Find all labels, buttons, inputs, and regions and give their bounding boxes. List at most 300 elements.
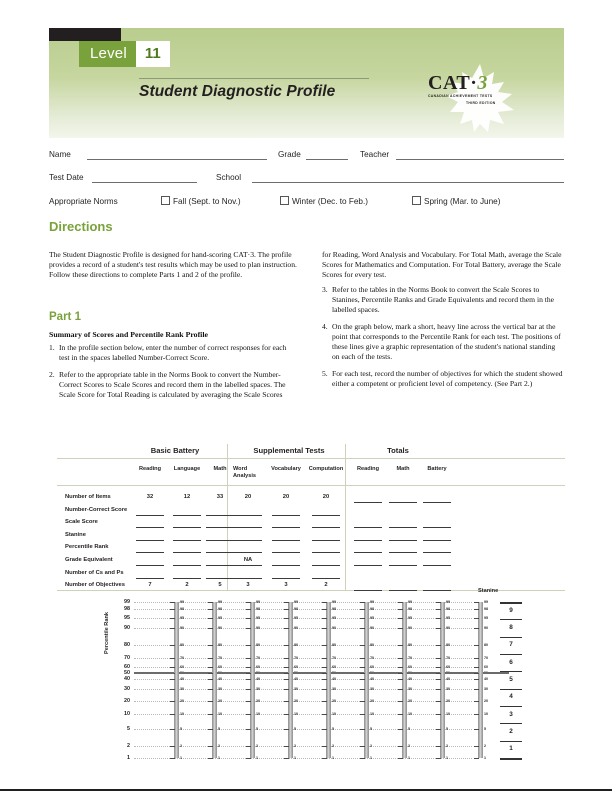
group-header-supplemental: Supplemental Tests xyxy=(253,446,325,455)
bar-tick-label: 98 xyxy=(446,607,450,612)
bar-tick xyxy=(360,679,365,680)
bar-tick xyxy=(360,609,365,610)
bar-tick xyxy=(474,602,479,603)
row-label: Number-Correct Score xyxy=(65,506,128,513)
bar-tick-label: 2 xyxy=(180,744,182,749)
score-blank-field[interactable] xyxy=(272,552,300,553)
percentile-bar[interactable] xyxy=(478,602,483,758)
bar-tick-label: 80 xyxy=(332,642,336,647)
bar-tick-label: 60 xyxy=(370,664,374,669)
logo-subtitle-1: CANADIAN ACHIEVEMENT TESTS xyxy=(428,94,493,98)
score-blank-field[interactable] xyxy=(173,515,201,516)
bar-tick xyxy=(208,701,213,702)
y-axis-tick: 80 xyxy=(124,641,130,648)
bar-tick xyxy=(246,667,251,668)
row-label: Number of Items xyxy=(65,494,111,500)
directions-intro-column xyxy=(49,250,297,285)
score-blank-field[interactable] xyxy=(206,578,234,579)
score-blank-field[interactable] xyxy=(389,590,417,591)
score-blank-field[interactable] xyxy=(354,527,382,528)
bar-tick-label: 90 xyxy=(332,625,336,630)
column-header-computation: Computation xyxy=(308,466,344,472)
score-blank-field[interactable] xyxy=(206,515,234,516)
step-number: 2. xyxy=(49,370,55,380)
title-divider xyxy=(139,78,369,79)
norms-label: Appropriate Norms xyxy=(49,197,118,206)
directions-right-column xyxy=(322,250,564,389)
bar-tick xyxy=(170,618,175,619)
bar-tick xyxy=(360,667,365,668)
stanine-label: 5 xyxy=(509,676,513,683)
score-blank-field[interactable] xyxy=(312,515,340,516)
score-blank-field[interactable] xyxy=(389,552,417,553)
bar-tick-label: 98 xyxy=(218,607,222,612)
directions-continued: for Reading, Word Analysis and Vocabulary. For Total Math, average the Scale Scores for Mathematics and Computation. For Total Battery, average the Scale Scores for every test. xyxy=(322,250,562,280)
bar-tick-label: 95 xyxy=(256,616,260,621)
bar-tick xyxy=(322,714,327,715)
chart-y-axis-label: Percentile Rank xyxy=(104,612,110,654)
score-blank-field[interactable] xyxy=(206,565,234,566)
bar-tick-label: 10 xyxy=(484,711,488,716)
score-cell: 20 xyxy=(244,494,252,500)
bar-tick-label: 70 xyxy=(332,655,336,660)
bar-tick-label: 1 xyxy=(484,756,486,760)
bar-tick-label: 80 xyxy=(180,642,184,647)
bar-tick xyxy=(284,746,289,747)
score-blank-field[interactable] xyxy=(136,578,164,579)
percentile-bar[interactable] xyxy=(440,602,445,758)
column-header-math: Math xyxy=(213,466,227,472)
median-line xyxy=(134,672,174,674)
bar-tick-label: 5 xyxy=(332,726,334,731)
bar-tick-label: 90 xyxy=(370,625,374,630)
bar-tick-label: 95 xyxy=(332,616,336,621)
bar-tick-label: 30 xyxy=(484,686,488,691)
stanine-label: 9 xyxy=(509,606,513,614)
directions-intro: The Student Diagnostic Profile is designed for hand-scoring CAT·3. The profile provides a record of a student's test results which may be used to plan instruction. Follow these directions to complete Parts 1 and 2 of the profile. xyxy=(49,250,297,280)
bar-tick xyxy=(474,689,479,690)
gridline xyxy=(134,726,472,731)
column-header-vocabulary: Vocabulary xyxy=(271,466,301,472)
bar-tick-label: 98 xyxy=(180,607,184,612)
stanine-label: 4 xyxy=(509,693,513,701)
step-number: 1. xyxy=(49,343,55,353)
row-label: Stanine xyxy=(65,531,86,538)
gridline xyxy=(134,609,472,611)
bar-tick xyxy=(436,679,441,680)
score-blank-field[interactable] xyxy=(354,590,382,591)
bar-tick xyxy=(170,689,175,690)
part1-subheading: Summary of Scores and Percentile Rank Profile xyxy=(49,330,208,339)
bar-tick xyxy=(170,679,175,680)
school-input[interactable] xyxy=(252,182,564,183)
row-label: Scale Score xyxy=(65,519,98,526)
bar-tick-label: 80 xyxy=(370,642,374,647)
bar-tick xyxy=(436,689,441,690)
y-axis-tick: 98 xyxy=(124,606,130,613)
bar-tick-label: 80 xyxy=(484,642,488,647)
stanine-divider xyxy=(500,723,522,724)
score-blank-field[interactable] xyxy=(206,552,234,553)
direction-step xyxy=(322,369,564,389)
norms-option-winter: Winter (Dec. to Feb.) xyxy=(292,197,368,206)
score-blank-field[interactable] xyxy=(173,540,201,541)
bar-tick-label: 10 xyxy=(408,711,412,716)
gridline xyxy=(134,698,472,703)
score-blank-field[interactable] xyxy=(354,565,382,566)
stanine-divider xyxy=(500,637,522,638)
score-cell: 33 xyxy=(216,494,224,500)
score-blank-field[interactable] xyxy=(272,578,300,579)
score-blank-field[interactable] xyxy=(423,552,451,553)
bar-tick xyxy=(360,673,365,674)
bar-tick-label: 2 xyxy=(408,744,410,749)
bar-tick-label: 1 xyxy=(218,756,220,760)
score-blank-field[interactable] xyxy=(206,527,234,528)
score-blank-field[interactable] xyxy=(312,540,340,541)
score-blank-field[interactable] xyxy=(136,565,164,566)
group-header-totals: Totals xyxy=(387,446,409,455)
gridline xyxy=(134,711,472,716)
bar-tick xyxy=(246,658,251,659)
column-header-reading: Reading xyxy=(138,466,162,472)
bar-tick-label: 99 xyxy=(218,600,222,604)
bar-tick xyxy=(474,667,479,668)
bar-tick-label: 40 xyxy=(484,676,488,681)
logo-main: CAT xyxy=(428,72,471,94)
stanine-divider xyxy=(500,602,522,604)
score-blank-field[interactable] xyxy=(173,565,201,566)
score-blank-field[interactable] xyxy=(389,502,417,503)
bar-tick-label: 98 xyxy=(484,607,488,612)
score-cell: 3 xyxy=(246,582,250,589)
score-cell: 12 xyxy=(183,494,191,500)
bar-tick xyxy=(474,729,479,730)
bar-tick-label: 60 xyxy=(408,664,412,669)
checkbox-fall[interactable] xyxy=(161,196,170,205)
score-blank-field[interactable] xyxy=(173,527,201,528)
score-blank-field[interactable] xyxy=(136,552,164,553)
percentile-bar[interactable] xyxy=(250,602,255,758)
checkbox-winter[interactable] xyxy=(280,196,289,205)
percentile-bar[interactable] xyxy=(174,602,179,758)
score-blank-field[interactable] xyxy=(312,527,340,528)
bar-tick xyxy=(246,729,251,730)
percentile-bar[interactable] xyxy=(364,602,369,758)
stanine-divider xyxy=(500,741,522,742)
bar-tick xyxy=(246,618,251,619)
bar-tick xyxy=(246,758,251,759)
score-blank-field[interactable] xyxy=(312,565,340,566)
bar-tick xyxy=(246,673,251,674)
score-blank-field[interactable] xyxy=(234,515,262,516)
bar-tick xyxy=(398,673,403,674)
bar-tick-label: 70 xyxy=(294,655,298,660)
bar-tick xyxy=(170,628,175,629)
bar-tick-label: 95 xyxy=(218,616,222,621)
bar-tick xyxy=(398,729,403,730)
test-date-input[interactable] xyxy=(92,182,197,183)
percentile-rank-chart xyxy=(104,588,568,766)
step-text: Refer to the tables in the Norms Book to convert the Scale Scores to Stanines, Percentile Ranks and Grade Equivalents and record them in the labelled spaces. xyxy=(332,285,555,315)
score-cell: 2 xyxy=(324,582,328,589)
bar-tick xyxy=(246,645,251,646)
bar-tick-label: 60 xyxy=(180,664,184,669)
y-axis-tick: 99 xyxy=(124,599,130,605)
bar-tick-label: 30 xyxy=(408,686,412,691)
y-axis-tick: 1 xyxy=(127,755,130,761)
bar-tick xyxy=(170,701,175,702)
score-cell: 20 xyxy=(282,494,290,500)
bar-tick xyxy=(436,758,441,759)
score-blank-field[interactable] xyxy=(423,540,451,541)
bar-tick xyxy=(170,602,175,603)
bar-tick-label: 95 xyxy=(180,616,184,621)
stanine-label: 6 xyxy=(509,658,513,666)
score-cell: 20 xyxy=(322,494,330,500)
bar-tick-label: 30 xyxy=(294,686,298,691)
score-blank-field[interactable] xyxy=(173,552,201,553)
bar-tick xyxy=(398,679,403,680)
bar-tick xyxy=(284,729,289,730)
bar-tick xyxy=(360,729,365,730)
bar-tick-label: 95 xyxy=(484,616,488,621)
gridline xyxy=(134,746,472,748)
bar-tick-label: 5 xyxy=(370,726,372,731)
score-blank-field[interactable] xyxy=(234,552,262,553)
bar-tick xyxy=(246,746,251,747)
bar-tick xyxy=(284,673,289,674)
bar-tick-label: 2 xyxy=(332,744,334,749)
bar-tick-label: 90 xyxy=(408,625,412,630)
bar-tick-label: 99 xyxy=(408,600,412,604)
bar-tick-label: 70 xyxy=(370,655,374,660)
bar-tick xyxy=(322,645,327,646)
score-blank-field[interactable] xyxy=(234,540,262,541)
bar-tick xyxy=(284,689,289,690)
score-blank-field[interactable] xyxy=(423,590,451,591)
bar-tick-label: 70 xyxy=(180,655,184,660)
bar-tick xyxy=(208,628,213,629)
percentile-bar[interactable] xyxy=(326,602,331,758)
bar-tick-label: 2 xyxy=(370,744,372,749)
bar-tick xyxy=(360,689,365,690)
score-blank-field[interactable] xyxy=(136,527,164,528)
bar-tick-label: 30 xyxy=(446,686,450,691)
percentile-bar[interactable] xyxy=(288,602,293,758)
score-blank-field[interactable] xyxy=(354,502,382,503)
bar-tick xyxy=(322,609,327,610)
bar-tick xyxy=(208,746,213,747)
bar-tick xyxy=(208,667,213,668)
name-input[interactable] xyxy=(87,159,267,160)
step-number: 5. xyxy=(322,369,328,379)
bar-tick xyxy=(436,609,441,610)
bar-tick-label: 20 xyxy=(408,698,412,703)
bar-tick xyxy=(170,609,175,610)
bar-tick-label: 5 xyxy=(408,726,410,731)
bar-tick-label: 40 xyxy=(370,676,374,681)
score-blank-field[interactable] xyxy=(234,578,262,579)
norms-option-spring: Spring (Mar. to June) xyxy=(424,197,501,206)
level-badge xyxy=(79,41,170,67)
bar-tick xyxy=(322,658,327,659)
column-header-total-math: Math xyxy=(396,466,410,472)
bar-tick-label: 20 xyxy=(332,698,336,703)
score-blank-field[interactable] xyxy=(389,565,417,566)
score-blank-field[interactable] xyxy=(136,515,164,516)
score-blank-field[interactable] xyxy=(272,540,300,541)
bar-tick xyxy=(284,667,289,668)
stanine-label: 3 xyxy=(509,710,513,718)
bar-tick-label: 95 xyxy=(408,616,412,621)
bar-tick-label: 1 xyxy=(446,756,448,760)
bar-tick-label: 98 xyxy=(256,607,260,612)
bar-tick xyxy=(474,628,479,629)
percentile-bar[interactable] xyxy=(402,602,407,758)
bar-tick xyxy=(436,714,441,715)
score-blank-field[interactable] xyxy=(234,565,262,566)
y-axis-tick: 70 xyxy=(124,654,130,661)
gridline xyxy=(134,676,472,681)
bar-tick xyxy=(436,746,441,747)
bar-tick xyxy=(322,602,327,603)
score-blank-field[interactable] xyxy=(423,527,451,528)
checkbox-spring[interactable] xyxy=(412,196,421,205)
bar-tick xyxy=(436,602,441,603)
bar-tick-label: 40 xyxy=(446,676,450,681)
bar-tick xyxy=(398,746,403,747)
stanine-divider xyxy=(500,619,522,620)
grade-input[interactable] xyxy=(306,159,348,160)
bar-tick-label: 20 xyxy=(294,698,298,703)
y-axis-tick: 50 xyxy=(124,669,130,676)
bar-tick-label: 80 xyxy=(256,642,260,647)
stanine-divider xyxy=(500,758,522,760)
group-header-basic-battery: Basic Battery xyxy=(150,446,200,455)
bar-tick xyxy=(436,667,441,668)
stanine-divider xyxy=(500,689,522,690)
score-cell: NA xyxy=(243,557,253,563)
bar-tick xyxy=(246,714,251,715)
score-blank-field[interactable] xyxy=(173,578,201,579)
bar-tick xyxy=(436,673,441,674)
bar-tick xyxy=(360,628,365,629)
bar-tick xyxy=(360,645,365,646)
bar-tick-label: 40 xyxy=(180,676,184,681)
score-cell: 3 xyxy=(284,582,288,589)
bar-tick-label: 30 xyxy=(218,686,222,691)
teacher-label: Teacher xyxy=(360,150,390,159)
bar-tick-label: 20 xyxy=(256,698,260,703)
level-number: 11 xyxy=(136,41,170,67)
y-axis-tick: 60 xyxy=(124,663,130,670)
score-blank-field[interactable] xyxy=(272,515,300,516)
score-cell: 2 xyxy=(185,582,189,589)
gridline xyxy=(134,602,472,604)
bar-tick xyxy=(170,658,175,659)
bar-tick-label: 70 xyxy=(484,655,488,660)
score-blank-field[interactable] xyxy=(312,552,340,553)
score-blank-field[interactable] xyxy=(389,527,417,528)
step-text: On the graph below, mark a short, heavy line across the vertical bar at the point that corresponds to the Percentile Rank for each test. The positions of these lines give a graphic representation of the student's national standing on each of the tests. xyxy=(332,322,561,362)
bar-tick xyxy=(398,609,403,610)
bar-tick-label: 60 xyxy=(484,664,488,669)
bar-tick xyxy=(284,602,289,603)
bar-tick xyxy=(436,645,441,646)
direction-step xyxy=(49,370,297,400)
bar-tick-label: 5 xyxy=(484,726,486,731)
row-label: Percentile Rank xyxy=(65,544,109,551)
bar-tick-label: 70 xyxy=(446,655,450,660)
bar-tick xyxy=(398,689,403,690)
score-blank-field[interactable] xyxy=(272,527,300,528)
bar-tick xyxy=(474,609,479,610)
logo-dot: · xyxy=(470,72,478,94)
bar-tick-label: 2 xyxy=(446,744,448,749)
bar-tick xyxy=(208,758,213,759)
bar-tick-label: 5 xyxy=(256,726,258,731)
bar-tick xyxy=(284,645,289,646)
stanine-label: 7 xyxy=(509,641,513,649)
score-blank-field[interactable] xyxy=(234,527,262,528)
bar-tick xyxy=(208,618,213,619)
bar-tick xyxy=(474,645,479,646)
norms-option-fall: Fall (Sept. to Nov.) xyxy=(173,197,241,206)
bar-tick xyxy=(474,714,479,715)
bar-tick-label: 99 xyxy=(332,600,336,604)
score-blank-field[interactable] xyxy=(354,540,382,541)
bar-tick-label: 90 xyxy=(218,625,222,630)
direction-step xyxy=(322,285,564,315)
bar-tick-label: 10 xyxy=(180,711,184,716)
bar-tick xyxy=(436,658,441,659)
teacher-input[interactable] xyxy=(396,159,564,160)
score-blank-field[interactable] xyxy=(136,540,164,541)
bar-tick-label: 90 xyxy=(484,625,488,630)
bar-tick xyxy=(360,714,365,715)
column-header-word-analysis: Word Analysis xyxy=(233,466,257,479)
bar-tick-label: 1 xyxy=(370,756,372,760)
bar-tick xyxy=(322,746,327,747)
bar-tick xyxy=(474,658,479,659)
bar-tick-label: 60 xyxy=(218,664,222,669)
bar-tick xyxy=(246,602,251,603)
gridline xyxy=(134,686,472,691)
bar-tick xyxy=(284,758,289,759)
part1-heading: Part 1 xyxy=(49,311,81,323)
bar-tick xyxy=(360,746,365,747)
column-header-total-reading: Reading xyxy=(356,466,380,472)
table-rule xyxy=(57,485,565,486)
score-blank-field[interactable] xyxy=(423,502,451,503)
bar-tick xyxy=(322,628,327,629)
gridline xyxy=(134,664,472,669)
score-blank-field[interactable] xyxy=(423,565,451,566)
bar-tick-label: 99 xyxy=(294,600,298,604)
stanine-label: 8 xyxy=(509,624,513,631)
score-blank-field[interactable] xyxy=(206,540,234,541)
score-blank-field[interactable] xyxy=(354,552,382,553)
bar-tick-label: 40 xyxy=(294,676,298,681)
score-blank-field[interactable] xyxy=(389,540,417,541)
bar-tick-label: 10 xyxy=(332,711,336,716)
gridline xyxy=(134,618,472,620)
score-blank-field[interactable] xyxy=(312,578,340,579)
percentile-bar[interactable] xyxy=(212,602,217,758)
bar-tick-label: 80 xyxy=(294,642,298,647)
score-blank-field[interactable] xyxy=(272,565,300,566)
